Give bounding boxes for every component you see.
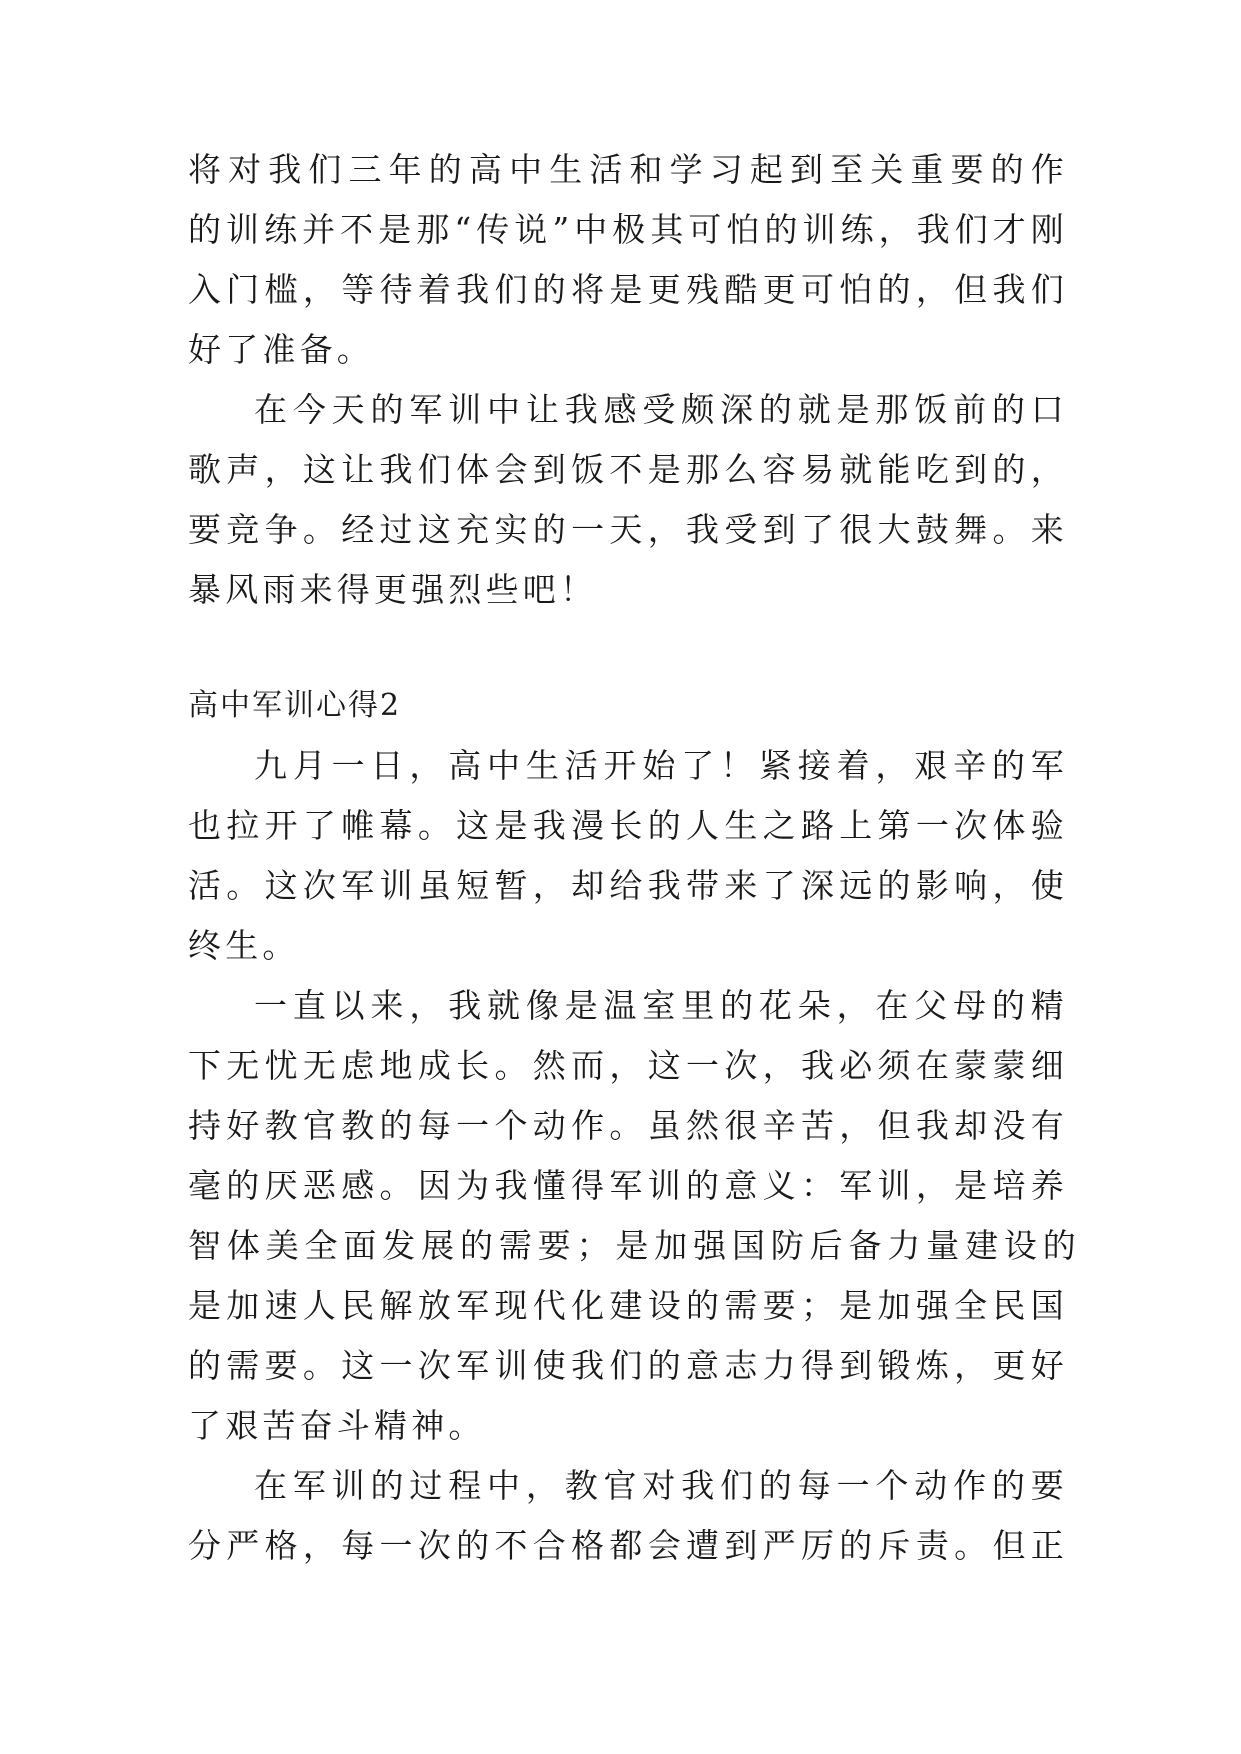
- text-line: 毫的厌恶感。因为我懂得军训的意义：军训，是培养: [188, 1166, 1068, 1205]
- text-line: 一直以来，我就像是温室里的花朵，在父母的精: [254, 986, 1068, 1025]
- text-line: 的需要。这一次军训使我们的意志力得到锻炼，更好: [188, 1346, 1068, 1385]
- text-line: 入门槛，等待着我们的将是更残酷更可怕的，但我们: [188, 270, 1068, 309]
- text-line: 持好教官教的每一个动作。虽然很辛苦，但我却没有: [188, 1106, 1068, 1145]
- text-line: 是加速人民解放军现代化建设的需要；是加强全民国: [188, 1286, 1068, 1325]
- text-line: 九月一日，高中生活开始了！紧接着，艰辛的军: [254, 746, 1068, 785]
- text-line: 了艰苦奋斗精神。: [188, 1406, 486, 1445]
- text-line: 暴风雨来得更强烈些吧！: [188, 570, 598, 609]
- text-line: 好了准备。: [188, 330, 374, 369]
- text-line: 歌声，这让我们体会到饭不是那么容易就能吃到的，: [188, 450, 1068, 489]
- text-line: 将对我们三年的高中生活和学习起到至关重要的作: [188, 150, 1068, 189]
- text-line: 要竞争。经过这充实的一天，我受到了很大鼓舞。来: [188, 510, 1068, 549]
- text-line: 下无忧无虑地成长。然而，这一次，我必须在蒙蒙细: [188, 1046, 1068, 1085]
- text-line: 智体美全面发展的需要；是加强国防后备力量建设的: [188, 1226, 1080, 1265]
- text-line: 终生。: [188, 926, 300, 965]
- text-line: 在今天的军训中让我感受颇深的就是那饭前的口: [254, 390, 1068, 429]
- text-line: 分严格，每一次的不合格都会遭到严厉的斥责。但正: [188, 1526, 1068, 1565]
- text-line: 活。这次军训虽短暂，却给我带来了深远的影响，使: [188, 866, 1068, 905]
- section-heading: 高中军训心得2: [188, 688, 402, 723]
- text-line: 在军训的过程中，教官对我们的每一个动作的要: [254, 1466, 1068, 1505]
- text-line: 的训练并不是那“传说”中极其可怕的训练，我们才刚: [188, 210, 1068, 249]
- text-line: 也拉开了帷幕。这是我漫长的人生之路上第一次体验: [188, 806, 1068, 845]
